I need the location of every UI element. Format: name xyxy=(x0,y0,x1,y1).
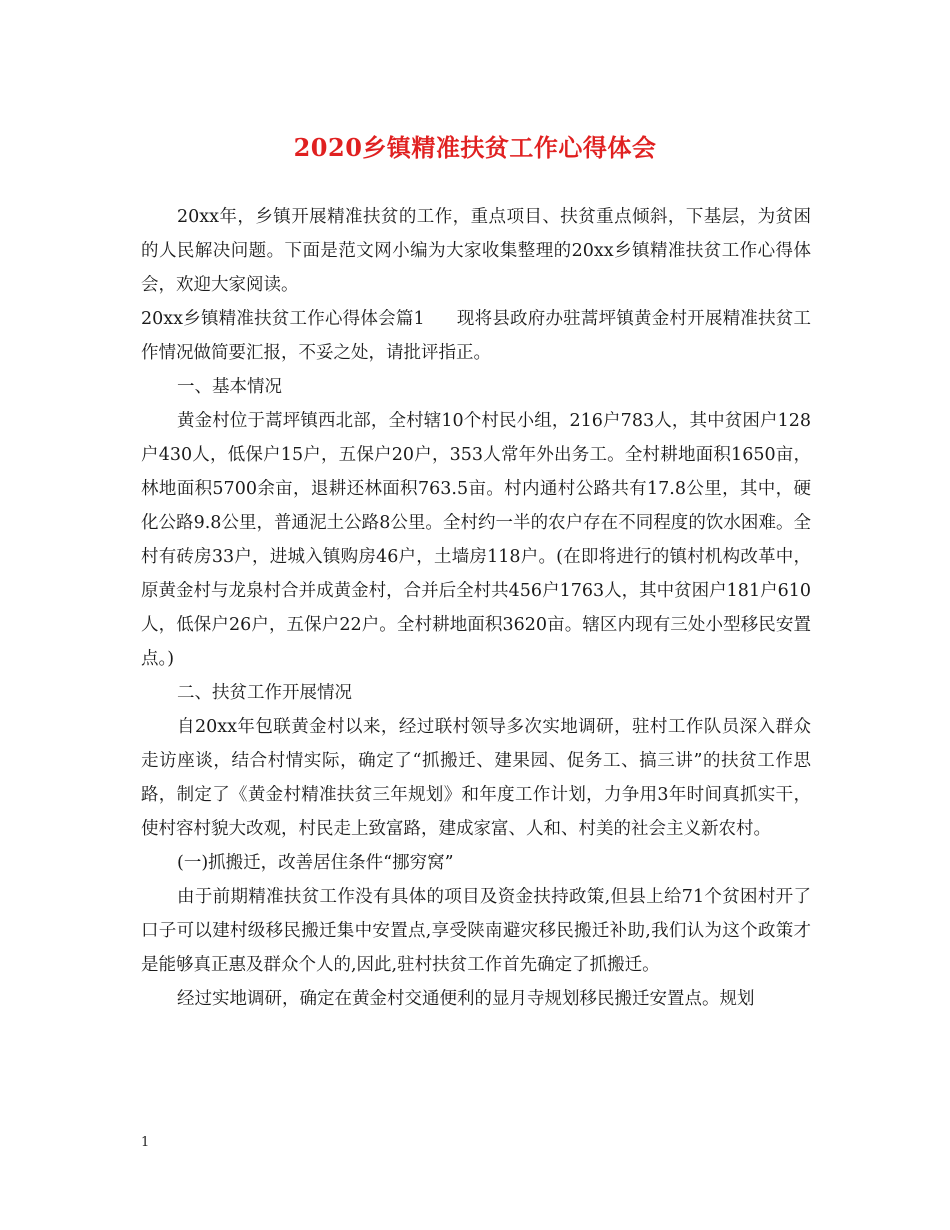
document-title: 2020乡镇精准扶贫工作心得体会 xyxy=(293,133,657,162)
page-number: 1 xyxy=(141,1135,150,1150)
article-heading: 20xx乡镇精准扶贫工作心得体会篇1 xyxy=(141,309,425,329)
subsection-heading-relocation: (一)抓搬迁，改善居住条件“挪穷窝” xyxy=(177,853,454,873)
intro-paragraph: 20xx年，乡镇开展精准扶贫的工作，重点项目、扶贫重点倾斜，下基层，为贫困的人民解决问题。下面是范文网小编为大家收集整理的20xx乡镇精准扶贫工作心得体会，欢迎大家阅读。 xyxy=(141,207,811,295)
subsection-relocation-paragraph: 由于前期精准扶贫工作没有具体的项目及资金扶持政策,但县上给71个贫困村开了口子可以建村级移民搬迁集中安置点,享受陕南避灾移民搬迁补助,我们认为这个政策才是能够真正惠及群众个人的,因此,驻村扶贫工作首先确定了抓搬迁。 xyxy=(141,887,811,975)
subsection-relocation-paragraph-2: 经过实地调研，确定在黄金村交通便利的显月寺规划移民搬迁安置点。规划 xyxy=(177,989,755,1009)
document-body xyxy=(141,200,811,1016)
article-lead: 现将县政府办驻蒿坪镇黄金村开展精准扶贫工作情况做简要汇报，不妥之处，请批评指正。 xyxy=(141,309,811,363)
section-heading-basic-info: 一、基本情况 xyxy=(177,377,282,397)
section-work-progress-paragraph: 自20xx年包联黄金村以来，经过联村领导多次实地调研，驻村工作队员深入群众走访座谈，结合村情实际，确定了“抓搬迁、建果园、促务工、搞三讲”的扶贫工作思路，制定了《黄金村精准扶贫三年规划》和年度工作计划，力争用3年时间真抓实干，使村容村貌大改观，村民走上致富路，建成家富、人和、村美的社会主义新农村。 xyxy=(141,717,811,839)
article-heading-paragraph xyxy=(141,302,811,370)
section-basic-info-paragraph: 黄金村位于蒿坪镇西北部，全村辖10个村民小组，216户783人，其中贫困户128户430人，低保户15户，五保户20户，353人常年外出务工。全村耕地面积1650亩，林地面积5700余亩，退耕还林面积763.5亩。村内通村公路共有17.8公里，其中，硬化公路9.8公里，普通泥土公路8公里。全村约一半的农户存在不同程度的饮水困难。全村有砖房33户，进城入镇购房46户，土墙房118户。(在即将进行的镇村机构改革中，原黄金村与龙泉村合并成黄金村，合并后全村共456户1763人，其中贫困户181户610人，低保户26户，五保户22户。全村耕地面积3620亩。辖区内现有三处小型移民安置点。) xyxy=(141,411,811,669)
section-heading-work-progress: 二、扶贫工作开展情况 xyxy=(177,683,352,703)
